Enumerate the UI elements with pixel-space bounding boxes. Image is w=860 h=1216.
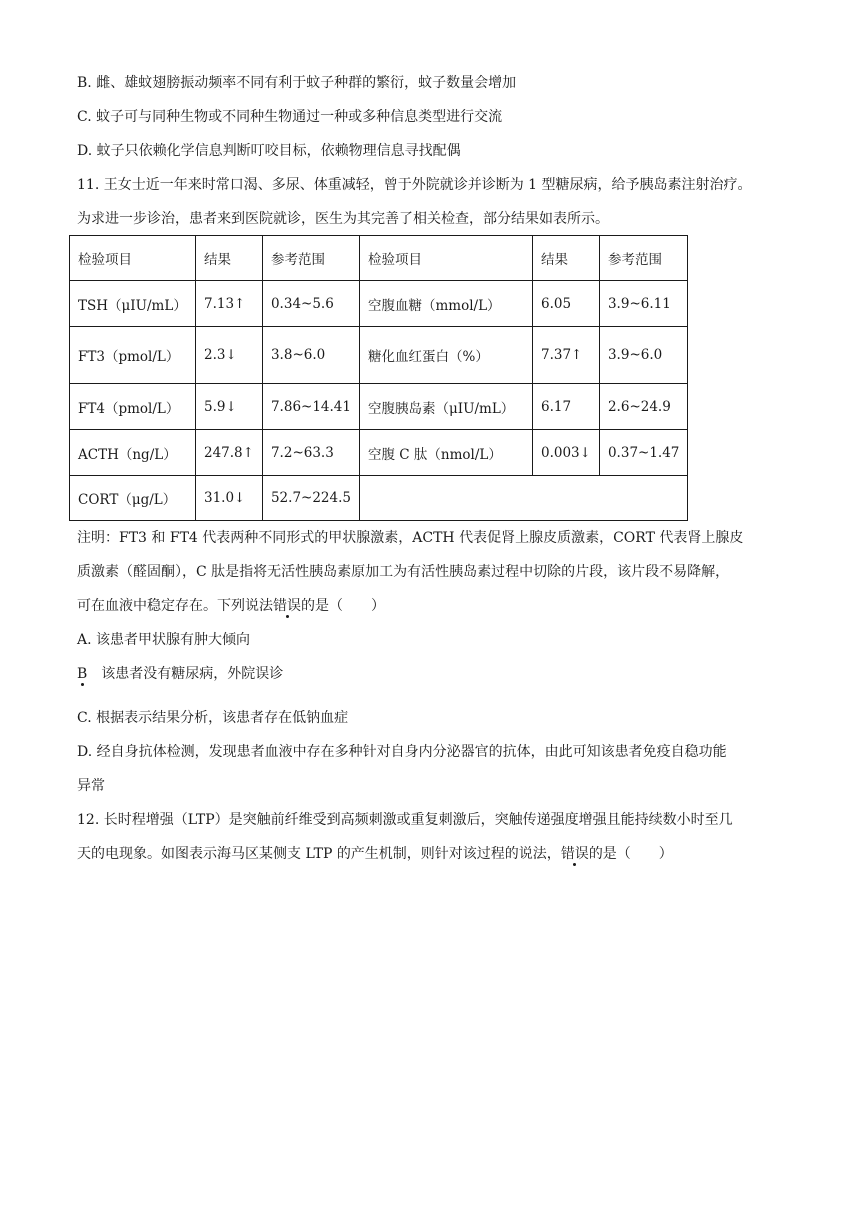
- table-cell: 31.0↓: [196, 476, 263, 521]
- q12-stem-line1: 12. 长时程增强（LTP）是突触前纤维受到高频刺激或重复刺激后，突触传递强度增强且能持续数小时至几: [77, 812, 733, 828]
- q11-note-line3: [77, 596, 385, 616]
- table-header-row: [70, 236, 688, 281]
- q11-option-c: C. 根据表示结果分析，该患者存在低钠血症: [77, 710, 349, 726]
- emphasized-word-wrong: 错误: [273, 598, 301, 614]
- table-header-cell: 参考范围: [262, 236, 359, 281]
- q10-option-d: D. 蚊子只依赖化学信息判断叮咬目标，依赖物理信息寻找配偶: [77, 143, 461, 159]
- q10-option-b: B. 雌、雄蚊翅膀振动频率不同有利于蚊子种群的繁衍，蚊子数量会增加: [77, 75, 517, 91]
- table-cell: 7.37↑: [533, 327, 600, 384]
- table-cell: 6.05: [533, 281, 600, 327]
- q12-line2-prefix: 天的电现象。如图表示海马区某侧支 LTP 的产生机制，则针对该过程的说法，: [77, 846, 561, 862]
- table-cell: 3.9~6.11: [599, 281, 687, 327]
- table-cell: 2.6~24.9: [599, 384, 687, 430]
- table-header-cell: 结果: [196, 236, 263, 281]
- table-cell: 0.34~5.6: [262, 281, 359, 327]
- table-row: [70, 384, 688, 430]
- q12-stem-line2: [77, 844, 673, 864]
- table-cell: 空腹 C 肽（nmol/L）: [360, 430, 533, 476]
- table-row: [70, 327, 688, 384]
- table-cell: CORT（μg/L）: [70, 476, 196, 521]
- note-line3-suffix: 的是（ ）: [301, 598, 385, 614]
- table-cell: 0.37~1.47: [599, 430, 687, 476]
- q10-option-c: C. 蚊子可与同种生物或不同种生物通过一种或多种信息类型进行交流: [77, 109, 503, 125]
- table-cell: 7.2~63.3: [262, 430, 359, 476]
- table-header-cell: 检验项目: [360, 236, 533, 281]
- table-cell: ACTH（ng/L）: [70, 430, 196, 476]
- table-cell: 3.8~6.0: [262, 327, 359, 384]
- option-b-letter: B: [77, 666, 88, 682]
- option-b-text: 该患者没有糖尿病，外院误诊: [101, 666, 284, 682]
- table-row: [70, 281, 688, 327]
- table-row: [70, 430, 688, 476]
- table-cell: 空腹胰岛素（μIU/mL）: [360, 384, 533, 430]
- table-cell: FT4（pmol/L）: [70, 384, 196, 430]
- table-cell: 7.86~14.41: [262, 384, 359, 430]
- table-cell: 247.8↑: [196, 430, 263, 476]
- q11-stem-line1: 11. 王女士近一年来时常口渴、多尿、体重减轻，曾于外院就诊并诊断为 1 型糖尿病，给予胰岛素注射治疗。: [77, 177, 752, 193]
- q11-option-d-line2: 异常: [77, 778, 105, 794]
- note-line3-prefix: 可在血液中稳定存在。下列说法: [77, 598, 273, 614]
- q11-option-d-line1: D. 经自身抗体检测，发现患者血液中存在多种针对自身内分泌器官的抗体，由此可知该患者免疫自稳功能: [77, 744, 727, 760]
- table-header-cell: 结果: [533, 236, 600, 281]
- q11-option-b: [77, 664, 283, 684]
- table-cell: 6.17: [533, 384, 600, 430]
- table-cell: FT3（pmol/L）: [70, 327, 196, 384]
- table-header-cell: 检验项目: [70, 236, 196, 281]
- table-cell: 0.003↓: [533, 430, 600, 476]
- q11-stem-line2: 为求进一步诊治，患者来到医院就诊，医生为其完善了相关检查，部分结果如表所示。: [77, 211, 609, 227]
- table-cell: 52.7~224.5: [262, 476, 359, 521]
- emphasized-word-wrong: 错误: [560, 846, 589, 862]
- lab-results-table: [69, 235, 688, 521]
- q11-option-a: A. 该患者甲状腺有肿大倾向: [77, 632, 251, 648]
- table-cell: 3.9~6.0: [599, 327, 687, 384]
- table-cell: 糖化血红蛋白（%）: [360, 327, 533, 384]
- table-cell: 5.9↓: [196, 384, 263, 430]
- table-row: [70, 476, 688, 521]
- table-cell: 7.13↑: [196, 281, 263, 327]
- table-cell: TSH（μIU/mL）: [70, 281, 196, 327]
- q11-note-line2: 质激素（醛固酮），C 肽是指将无活性胰岛素原加工为有活性胰岛素过程中切除的片段，该片段不易降解，: [77, 564, 730, 580]
- q12-line2-suffix: 的是（ ）: [588, 846, 673, 862]
- table-cell: 空腹血糖（mmol/L）: [360, 281, 533, 327]
- table-cell: 2.3↓: [196, 327, 263, 384]
- table-header-cell: 参考范围: [599, 236, 687, 281]
- table-empty-cell: [360, 476, 688, 521]
- q11-note-line1: 注明：FT3 和 FT4 代表两种不同形式的甲状腺激素，ACTH 代表促肾上腺皮质激素，CORT 代表肾上腺皮: [77, 530, 744, 546]
